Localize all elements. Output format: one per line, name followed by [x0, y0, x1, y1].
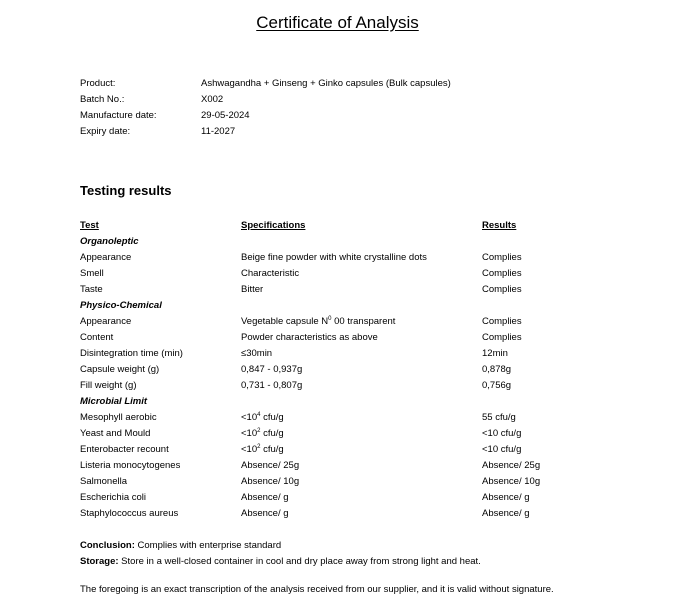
test-name: Enterobacter recount — [80, 444, 169, 455]
specification-superscript: 4 — [257, 412, 261, 418]
specification — [241, 316, 395, 328]
specification-text-after: cfu/g — [260, 444, 284, 455]
test-name: Smell — [80, 268, 104, 279]
result-value: Absence/ g — [482, 508, 530, 519]
specification-text: <10 — [241, 428, 258, 439]
specification-text-after: 00 transparent — [331, 316, 396, 327]
specification-text: Absence/ g — [241, 508, 289, 519]
specification-text: Vegetable capsule N — [241, 316, 329, 327]
result-value: 55 cfu/g — [482, 412, 516, 423]
specification-superscript: 2 — [257, 444, 261, 450]
specification — [241, 268, 299, 280]
test-name: Fill weight (g) — [80, 380, 137, 391]
specification-text: ≤30min — [241, 348, 273, 359]
specification — [241, 428, 284, 440]
specification-text: Powder characteristics as above — [241, 332, 378, 343]
specification — [241, 460, 299, 472]
specification — [241, 508, 289, 520]
specification-superscript: 2 — [257, 428, 261, 434]
storage-label: Storage: — [80, 556, 119, 567]
specification-text: Bitter — [241, 284, 264, 295]
specification-text: 0,731 - 0,807g — [241, 380, 303, 391]
storage-text: Store in a well-closed container in cool and dry place away from strong light and heat. — [118, 556, 481, 567]
specification-text: Absence/ 10g — [241, 476, 300, 487]
product-info-label: Expiry date: — [80, 126, 131, 137]
product-info-label: Batch No.: — [80, 94, 125, 105]
test-name: Listeria monocytogenes — [80, 460, 181, 471]
result-value: Complies — [482, 284, 522, 295]
header-specifications: Specifications — [241, 220, 306, 231]
test-name: Mesophyll aerobic — [80, 412, 157, 423]
testing-results-heading: Testing results — [80, 183, 172, 198]
test-name: Content — [80, 332, 114, 343]
product-info-label: Product: — [80, 78, 116, 89]
result-value: 0,878g — [482, 364, 512, 375]
product-info-value: 29-05-2024 — [201, 110, 250, 121]
result-value: <10 cfu/g — [482, 428, 522, 439]
result-value: Absence/ 10g — [482, 476, 541, 487]
specification — [241, 492, 289, 504]
specification — [241, 444, 284, 456]
storage-line — [80, 556, 481, 567]
result-value: 0,756g — [482, 380, 512, 391]
category-label: Organoleptic — [80, 236, 139, 247]
product-info-value: Ashwagandha + Ginseng + Ginko capsules (Bulk capsules) — [201, 78, 451, 89]
result-value: Absence/ g — [482, 492, 530, 503]
result-value: Complies — [482, 316, 522, 327]
specification-text-after: cfu/g — [260, 412, 284, 423]
test-name: Appearance — [80, 316, 132, 327]
result-value: Complies — [482, 332, 522, 343]
specification-text: 0,847 - 0,937g — [241, 364, 303, 375]
category-label: Microbial Limit — [80, 396, 148, 407]
test-name: Yeast and Mould — [80, 428, 151, 439]
header-results: Results — [482, 220, 517, 231]
specification-text: <10 — [241, 444, 258, 455]
conclusion-text: Complies with enterprise standard — [134, 540, 282, 551]
specification — [241, 476, 299, 488]
header-test: Test — [80, 220, 99, 231]
specification-text: Absence/ g — [241, 492, 289, 503]
specification-superscript: 0 — [328, 316, 332, 322]
result-value: 12min — [482, 348, 508, 359]
specification — [241, 284, 263, 296]
product-info-label: Manufacture date: — [80, 110, 157, 121]
conclusion-label: Conclusion: — [80, 540, 135, 551]
product-info-value: X002 — [201, 94, 224, 105]
test-name: Disintegration time (min) — [80, 348, 183, 359]
product-info-value: 11-2027 — [201, 126, 236, 137]
specification-text: Characteristic — [241, 268, 300, 279]
category-label: Physico-Chemical — [80, 300, 162, 311]
specification — [241, 364, 302, 376]
test-name: Staphylococcus aureus — [80, 508, 179, 519]
document-title: Certificate of Analysis — [256, 13, 419, 32]
specification — [241, 412, 284, 424]
specification-text: Absence/ 25g — [241, 460, 300, 471]
specification — [241, 252, 427, 264]
result-value: Complies — [482, 252, 522, 263]
specification-text: Beige fine powder with white crystalline dots — [241, 252, 427, 263]
test-name: Salmonella — [80, 476, 127, 487]
result-value: <10 cfu/g — [482, 444, 522, 455]
footer-note: The foregoing is an exact transcription of the analysis received from our supplier, and it is valid without signature. — [80, 584, 554, 595]
test-name: Escherichia coli — [80, 492, 146, 503]
specification — [241, 380, 302, 392]
specification-text-after: cfu/g — [260, 428, 284, 439]
test-name: Appearance — [80, 252, 132, 263]
specification-text: <10 — [241, 412, 258, 423]
result-value: Absence/ 25g — [482, 460, 541, 471]
result-value: Complies — [482, 268, 522, 279]
test-name: Taste — [80, 284, 103, 295]
specification — [241, 348, 272, 360]
specification — [241, 332, 378, 344]
test-name: Capsule weight (g) — [80, 364, 160, 375]
conclusion-line — [80, 540, 281, 551]
